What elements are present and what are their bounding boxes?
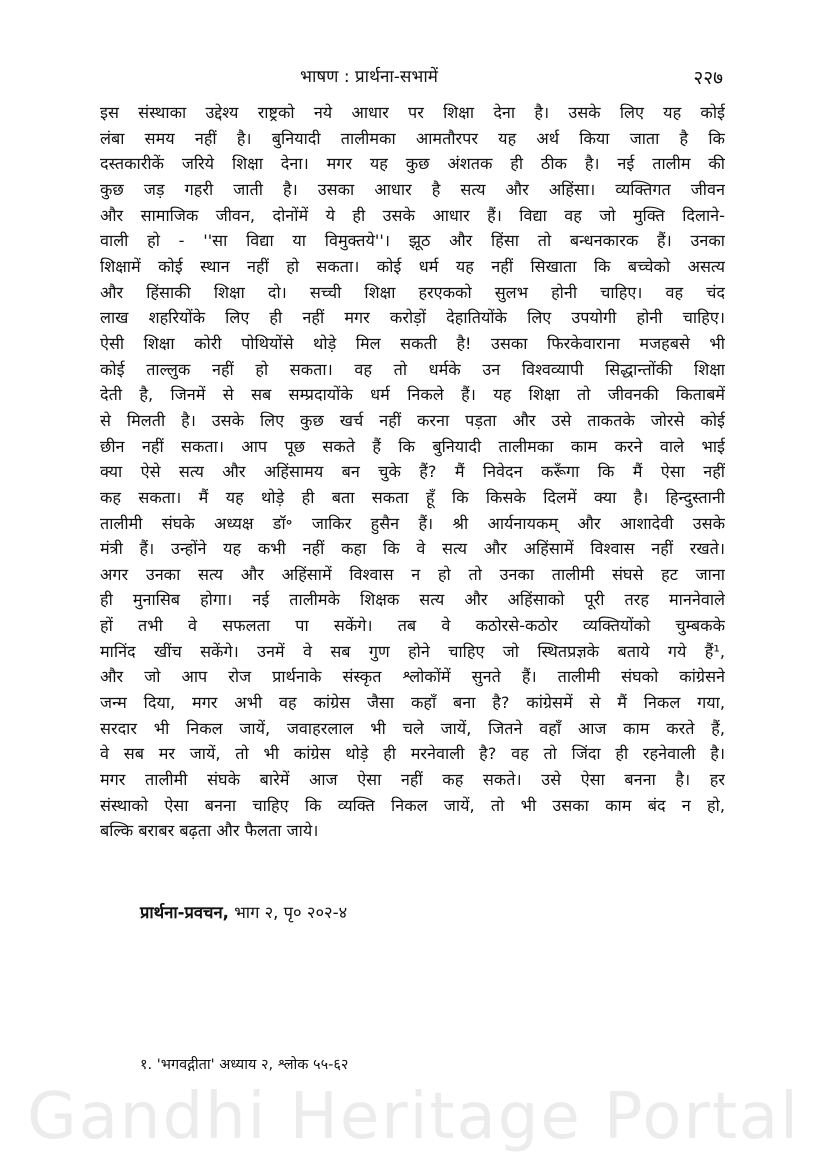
running-title: भाषण : प्रार्थना-सभामें xyxy=(300,67,438,87)
text-line: मानिंद खींच सकेंगे। उनमें वे सब गुण होने चाहिए जो स्थितप्रज्ञके बताये गये हैं¹, xyxy=(100,641,725,661)
text-line: दस्तकारीकें जरिये शिक्षा देना। मगर यह कुछ अंशतक ही ठीक है। नई तालीम की xyxy=(100,154,725,174)
citation-reference: भाग २, पृ० २०२-४ xyxy=(228,903,348,922)
body-paragraph xyxy=(100,100,725,844)
text-line: वे सब मर जायें, तो भी कांग्रेस थोड़े ही मरनेवाली है? वह तो जिंदा ही रहनेवाली है। xyxy=(100,744,725,764)
watermark: Gandhi Heritage Portal xyxy=(27,1080,800,1154)
text-line: और जो आप रोज प्रार्थनाके संस्कृत श्लोकोंमें सुनते हैं। तालीमी संघको कांग्रेसने xyxy=(100,667,725,687)
text-line: तालीमी संघके अध्यक्ष डॉ॰ जाकिर हुसैन हैं। श्री आर्यनायकम् और आशादेवी उसके xyxy=(100,513,725,533)
text-line: वाली हो - ''सा विद्या या विमुक्तये''। झूठ और हिंसा तो बन्धनकारक हैं। उनका xyxy=(100,231,725,251)
text-line: लाख शहरियोंके लिए ही नहीं मगर करोड़ों देहातियोंके लिए उपयोगी होनी चाहिए। xyxy=(100,308,725,328)
text-line: छीन नहीं सकता। आप पूछ सकते हैं कि बुनियादी तालीमका काम करने वाले भाई xyxy=(100,436,725,456)
citation-source-title: प्रार्थना-प्रवचन, xyxy=(140,903,229,922)
text-line: से मिलती है। उसके लिए कुछ खर्च नहीं करना पड़ता और उसे ताकतके जोरसे कोई xyxy=(100,410,725,430)
text-line: और सामाजिक जीवन, दोनोंमें ये ही उसके आधार हैं। विद्या वह जो मुक्ति दिलाने- xyxy=(100,205,725,225)
text-line: मंत्री हैं। उन्होंने यह कभी नहीं कहा कि वे सत्य और अहिंसामें विश्वास नहीं रखते। xyxy=(100,539,725,559)
text-line: बल्कि बराबर बढ़ता और फैलता जाये। xyxy=(100,821,319,841)
text-line: मगर तालीमी संघके बारेमें आज ऐसा नहीं कह सकते। उसे ऐसा बनना है। हर xyxy=(100,770,725,790)
text-line: देती है, जिनमें से सब सम्प्रदायोंके धर्म निकले हैं। यह शिक्षा तो जीवनकी किताबमें xyxy=(100,385,725,405)
text-line: और हिंसाकी शिक्षा दो। सच्ची शिक्षा हरएकको सुलभ होनी चाहिए। वह चंद xyxy=(100,282,725,302)
footnote: १. 'भगवद्गीता' अध्याय २, श्लोक ५५-६२ xyxy=(140,1057,349,1073)
text-line: कह सकता। मैं यह थोड़े ही बता सकता हूँ कि किसके दिलमें क्या है। हिन्दुस्तानी xyxy=(100,487,725,507)
text-line: लंबा समय नहीं है। बुनियादी तालीमका आमतौरपर यह अर्थ किया जाता है कि xyxy=(100,128,725,148)
text-line: अगर उनका सत्य और अहिंसामें विश्वास न हो तो उनका तालीमी संघसे हट जाना xyxy=(100,564,725,584)
text-line: संस्थाको ऐसा बनना चाहिए कि व्यक्ति निकल जायें, तो भी उसका काम बंद न हो, xyxy=(100,795,725,815)
text-line: इस संस्थाका उद्देश्य राष्ट्रको नये आधार पर शिक्षा देना है। उसके लिए यह कोई xyxy=(100,103,725,122)
page-header xyxy=(0,62,827,92)
text-line: जन्म दिया, मगर अभी वह कांग्रेस जैसा कहाँ बना है? कांग्रेसमें से मैं निकल गया, xyxy=(100,693,725,713)
text-line: सरदार भी निकल जायें, जवाहरलाल भी चले जायें, जितने वहाँ आज काम करते हैं, xyxy=(100,718,725,738)
text-line: हों तभी वे सफलता पा सकेंगे। तब वे कठोरसे-कठोर व्यक्तियोंको चुम्बकके xyxy=(100,616,725,636)
text-line: ही मुनासिब होगा। नई तालीमके शिक्षक सत्य और अहिंसाको पूरी तरह माननेवाले xyxy=(100,590,725,610)
text-line: ऐसी शिक्षा कोरी पोथियोंसे थोड़े मिल सकती है! उसका फिरकेवाराना मजहबसे भी xyxy=(100,333,725,353)
source-citation xyxy=(140,900,347,923)
text-line: कोई ताल्लुक नहीं हो सकता। वह तो धर्मके उन विश्वव्यापी सिद्धान्तोंकी शिक्षा xyxy=(100,359,725,379)
text-line: शिक्षामें कोई स्थान नहीं हो सकता। कोई धर्म यह नहीं सिखाता कि बच्चेको असत्य xyxy=(100,256,725,276)
page-number: २२७ xyxy=(693,67,723,89)
text-line: क्या ऐसे सत्य और अहिंसामय बन चुके हैं? मैं निवेदन करूँगा कि मैं ऐसा नहीं xyxy=(100,462,725,482)
text-line: कुछ जड़ गहरी जाती है। उसका आधार है सत्य और अहिंसा। व्यक्तिगत जीवन xyxy=(100,179,725,199)
